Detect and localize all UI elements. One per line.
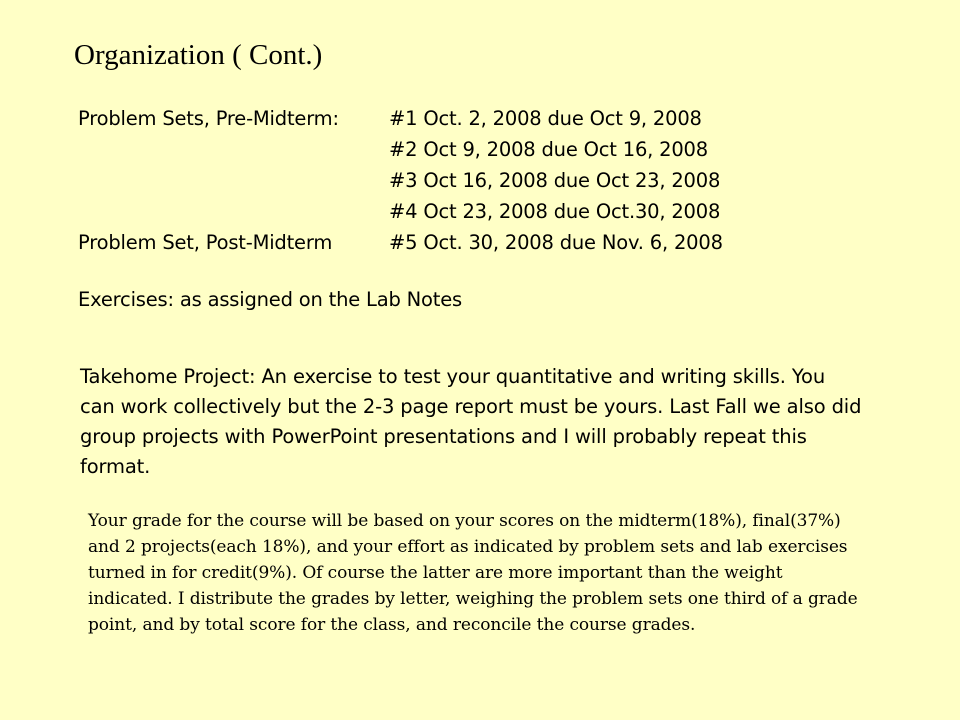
schedule-item: #3 Oct 16, 2008 due Oct 23, 2008 (389, 169, 721, 192)
slide-title: Organization ( Cont.) (74, 39, 323, 71)
schedule-label: Problem Sets, Pre-Midterm: (78, 107, 339, 130)
takehome-line: format. (80, 455, 151, 478)
schedule-item: #1 Oct. 2, 2008 due Oct 9, 2008 (389, 107, 702, 130)
grade-line: and 2 projects(each 18%), and your effort as indicated by problem sets and lab exercises (88, 537, 848, 557)
grade-line: point, and by total score for the class, and reconcile the course grades. (88, 615, 696, 635)
schedule-label: Problem Set, Post-Midterm (78, 231, 333, 254)
grading-policy-text (88, 508, 953, 638)
schedule-item: #5 Oct. 30, 2008 due Nov. 6, 2008 (389, 231, 723, 254)
grade-line: Your grade for the course will be based on your scores on the midterm(18%), final(37%) (88, 511, 841, 531)
grade-line: turned in for credit(9%). Of course the latter are more important than the weight (88, 563, 783, 583)
takehome-line: can work collectively but the 2-3 page report must be yours. Last Fall we also did (80, 395, 862, 418)
takehome-line: group projects with PowerPoint presentations and I will probably repeat this (80, 425, 807, 448)
grade-line: indicated. I distribute the grades by letter, weighing the problem sets one third of a grade (88, 589, 858, 609)
schedule-item: #4 Oct 23, 2008 due Oct.30, 2008 (389, 200, 721, 223)
exercises-note: Exercises: as assigned on the Lab Notes (78, 288, 462, 311)
schedule-item: #2 Oct 9, 2008 due Oct 16, 2008 (389, 138, 708, 161)
takehome-line: Takehome Project: An exercise to test your quantitative and writing skills. You (80, 365, 826, 388)
takehome-project-text (80, 362, 950, 482)
